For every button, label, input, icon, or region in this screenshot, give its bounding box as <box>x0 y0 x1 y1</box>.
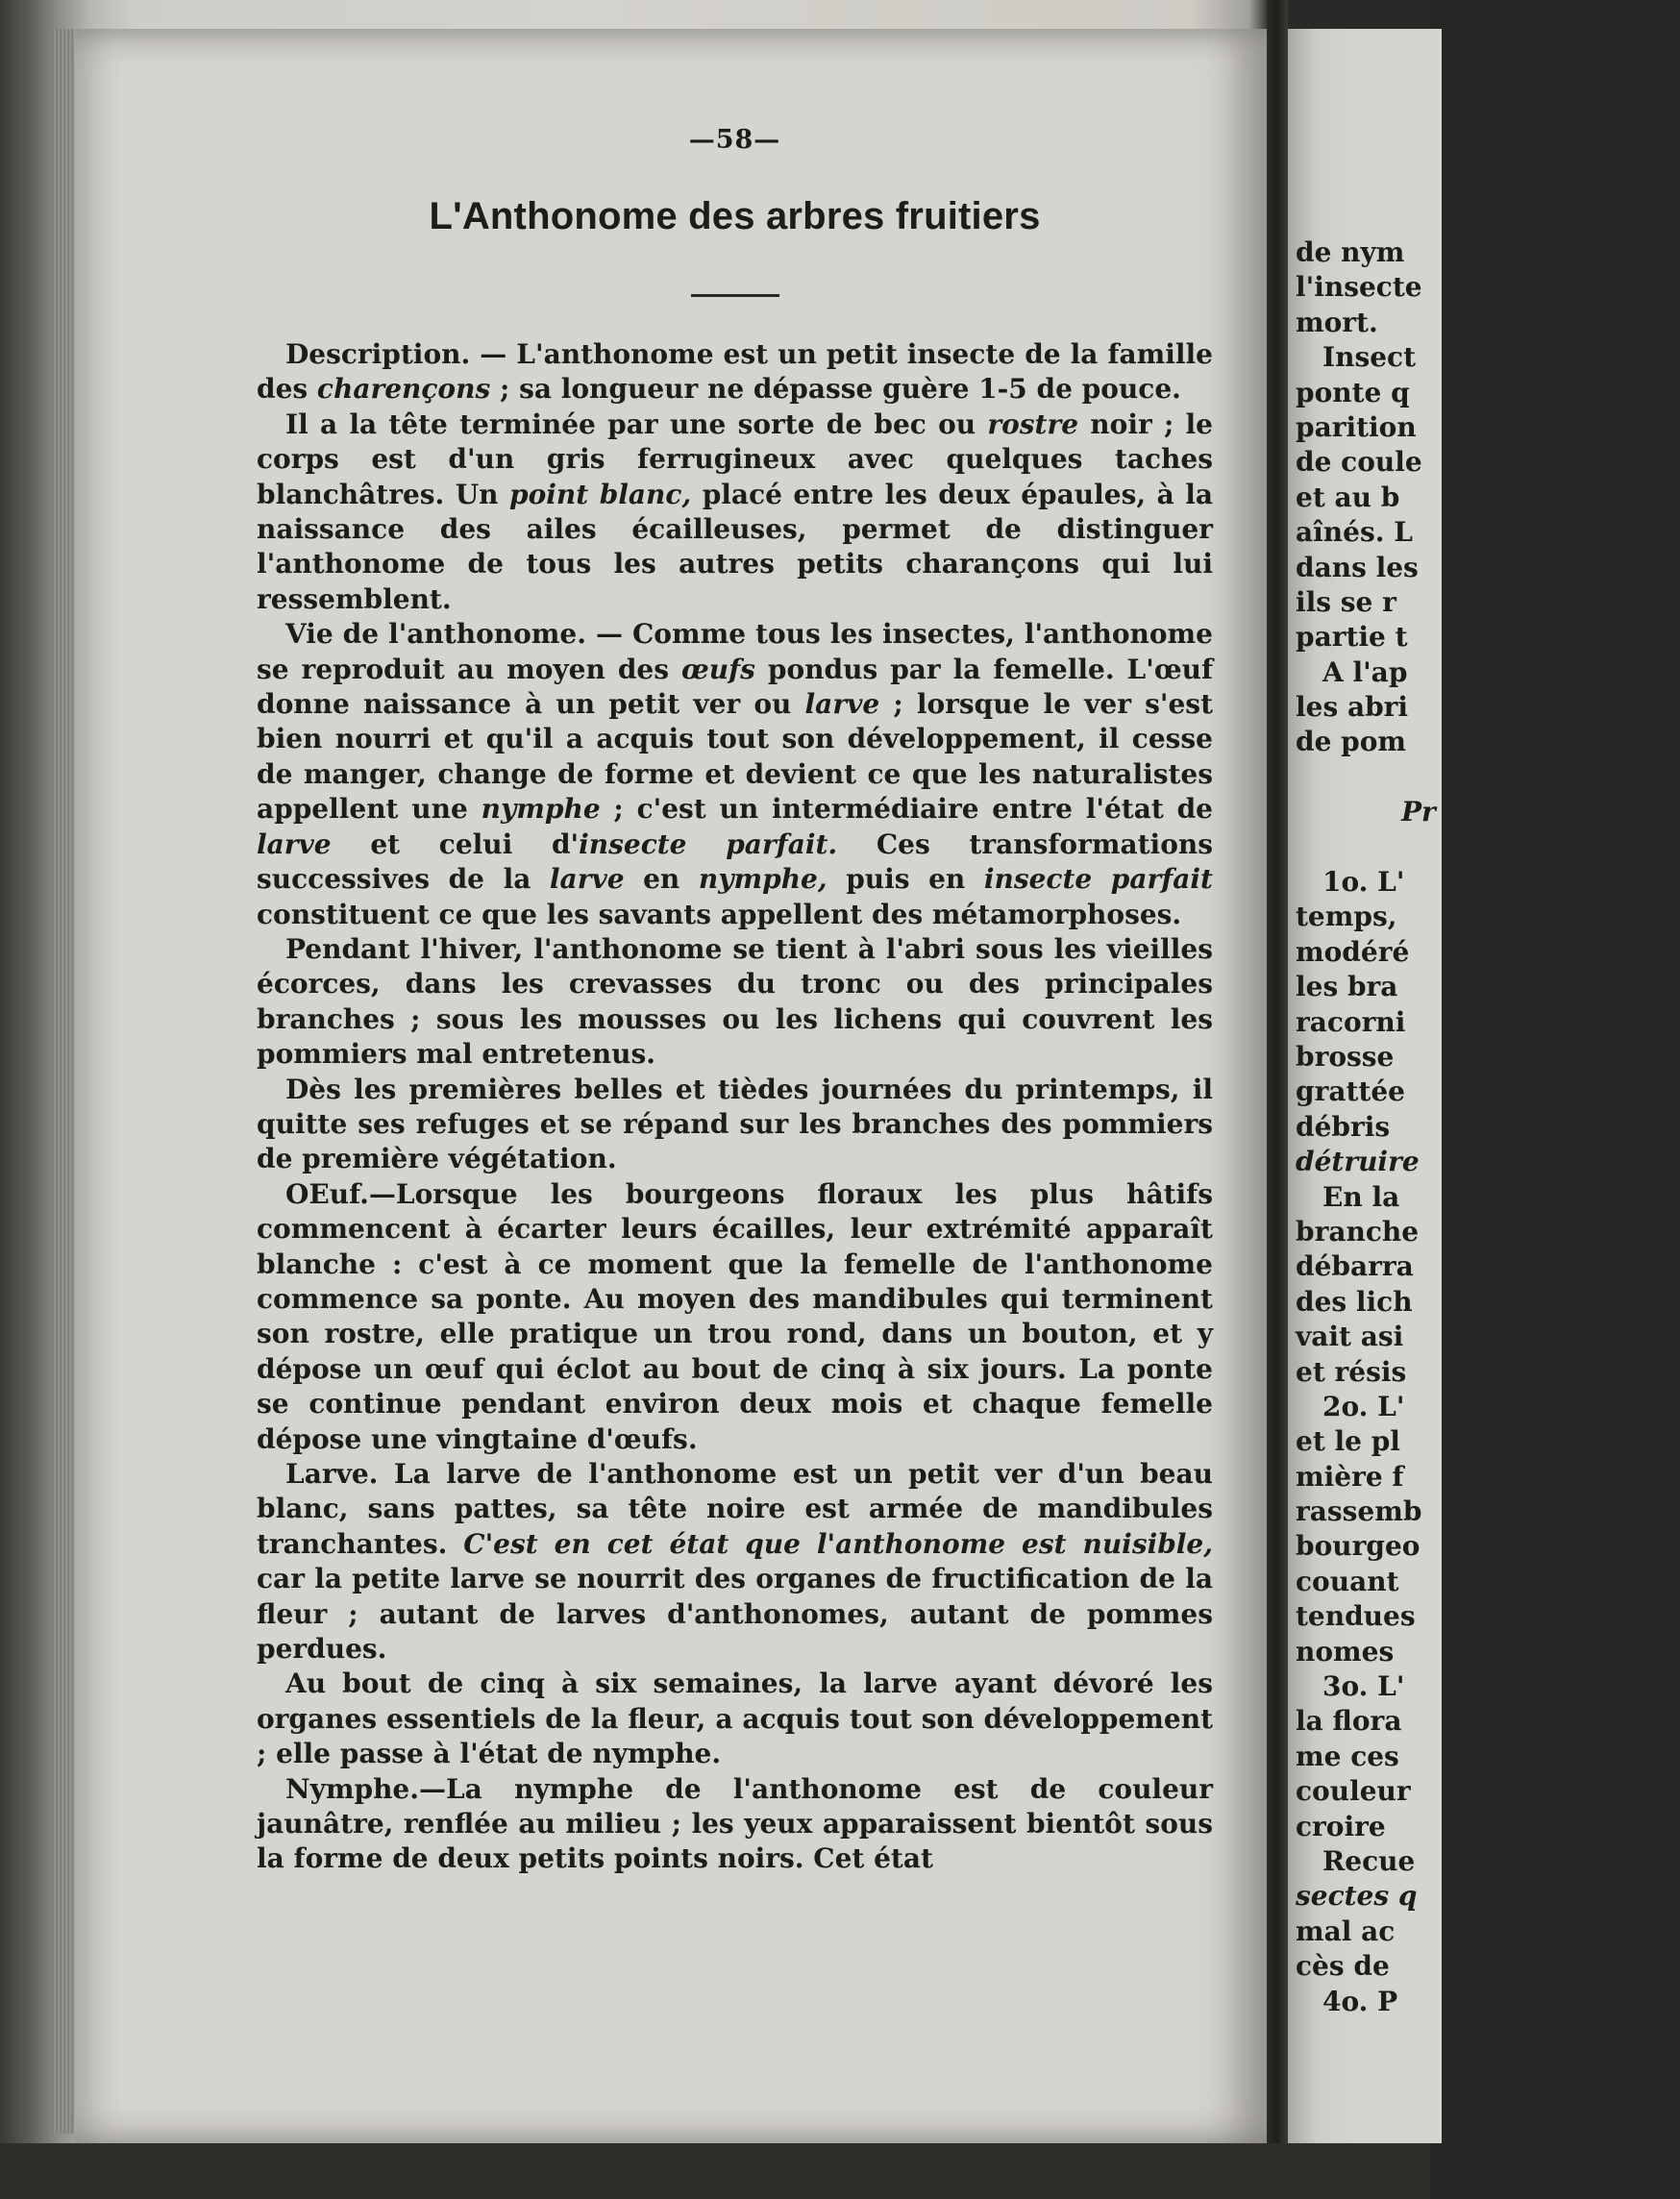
right-page-line: de nym <box>1296 236 1405 268</box>
right-page-line: Insect <box>1322 341 1417 374</box>
right-page-line: parition <box>1296 410 1417 443</box>
right-page-line: bourgeo <box>1296 1530 1421 1563</box>
right-page-line: mière f <box>1296 1460 1404 1493</box>
text-run: Pendant l'hiver, l'anthonome se tient à l'abri sous les vieilles écorces, dans les crevasses du tronc ou des principales branches ; sous les mousses ou les lichens qui couvrent les pommiers mal entretenus. <box>257 932 1213 1071</box>
italic-run: larve <box>549 863 625 896</box>
italic-run: insecte parfait <box>983 863 1213 896</box>
right-page-line: cès de <box>1296 1950 1390 1983</box>
text-run: Il a la tête terminée par une sorte de bec ou <box>285 408 988 440</box>
right-page-line: les bra <box>1296 971 1398 1003</box>
text-run: en <box>624 863 699 896</box>
italic-run: larve <box>804 688 880 721</box>
italic-run: point blanc, <box>509 478 692 510</box>
right-page-line: croire <box>1296 1810 1386 1842</box>
right-page-line: brosse <box>1296 1040 1395 1073</box>
right-page-line: les abri <box>1296 691 1409 724</box>
right-page-line: vait asi <box>1296 1321 1404 1353</box>
right-page-line: 2o. L' <box>1322 1390 1405 1422</box>
right-page-line: aînés. L <box>1296 516 1413 549</box>
paragraph <box>257 1667 1213 1771</box>
text-run: Description. — L'anthonome est un petit insecte de la famille des <box>257 338 1213 406</box>
text-run: Dès les premières belles et tièdes journées du printemps, il quitte ses refuges et se répand sur les branches des pommiers de première végétation. <box>257 1073 1213 1175</box>
right-page-line: racorni <box>1296 1005 1406 1038</box>
right-page-line: tendues <box>1296 1600 1416 1633</box>
page-number: —58— <box>688 125 781 155</box>
right-page-line <box>1296 830 1680 865</box>
paragraph <box>257 1772 1213 1877</box>
italic-run: nymphe <box>481 793 601 826</box>
text-run: constituent ce que les savants appellent des métamorphoses. <box>257 898 1182 930</box>
right-page-line: 3o. L' <box>1322 1670 1405 1703</box>
right-page-line: de pom <box>1296 726 1407 758</box>
text-run: pondus par la femelle. L'œuf donne naissance à un petit ver ou <box>257 653 1213 721</box>
right-page-line: rassemb <box>1296 1495 1422 1528</box>
body-text <box>257 337 1213 1877</box>
right-page-line: temps, <box>1296 901 1397 933</box>
text-run: Nymphe.—La nymphe de l'anthonome est de couleur jaunâtre, renflée au milieu ; les yeux apparaissent bientôt sous la forme de deux petits points noirs. Cet état <box>257 1772 1213 1875</box>
title-rule <box>691 294 779 297</box>
italic-run: larve <box>257 828 332 860</box>
right-page-line: couleur <box>1296 1775 1411 1808</box>
right-page-line: Recue <box>1322 1844 1416 1877</box>
page-edges <box>53 29 74 2134</box>
italic-run: C'est en cet état que l'anthonome est nuisible, <box>463 1527 1213 1560</box>
right-page-line: débris <box>1296 1110 1391 1143</box>
right-page-line: Pr <box>1401 796 1436 828</box>
right-page-line: couant <box>1296 1565 1399 1597</box>
text-run: ; lorsque le ver s'est bien nourri et qu'il a acquis tout son développement, il cesse de manger, change de forme et devient ce que les naturalistes appellent une <box>257 688 1214 826</box>
right-page-line: modéré <box>1296 935 1410 968</box>
book-gutter <box>1267 0 1288 2199</box>
right-page-line: A l'ap <box>1322 655 1408 688</box>
text-run: ; sa longueur ne dépasse guère 1-5 de pouce. <box>490 373 1181 406</box>
right-page-text <box>1296 235 1680 2019</box>
italic-run: œufs <box>680 653 755 685</box>
right-page-line: et au b <box>1296 481 1400 513</box>
right-page-line: grattée <box>1296 1075 1405 1108</box>
right-page-line: mal ac <box>1296 1915 1396 1947</box>
italic-run: insecte parfait. <box>579 828 838 860</box>
left-page-content <box>257 125 1213 1877</box>
right-page-line: branche <box>1296 1215 1420 1248</box>
text-run: Au bout de cinq à six semaines, la larve ayant dévoré les organes essentiels de la fleur, a acquis tout son développement ; elle passe à l'état de nymphe. <box>257 1668 1213 1770</box>
text-run: noir ; le corps est d'un gris ferrugineux avec quelques taches blanchâtres. Un <box>257 408 1213 510</box>
text-run: car la petite larve se nourrit des organes de fructification de la fleur ; autant de larves d'anthonomes, autant de pommes perdues. <box>257 1563 1213 1666</box>
right-page-line: me ces <box>1296 1740 1399 1772</box>
paragraph <box>257 408 1213 617</box>
right-page-line: ponte q <box>1296 376 1410 408</box>
right-page-line: nomes <box>1296 1635 1395 1668</box>
text-run: ; c'est un intermédiaire entre l'état de <box>600 793 1213 826</box>
right-page-line: détruire <box>1296 1146 1420 1178</box>
italic-run: rostre <box>987 408 1079 440</box>
text-run: Vie de l'anthonome. — Comme tous les insectes, l'anthonome se reproduit au moyen des <box>257 618 1213 685</box>
text-run: Larve. La larve de l'anthonome est un petit ver d'un beau blanc, sans pattes, sa tête noire est armée de mandibules tranchantes. <box>257 1458 1213 1560</box>
right-page-line: de coule <box>1296 446 1422 479</box>
right-page-line: 4o. P <box>1322 1985 1398 2017</box>
paragraph <box>257 1073 1213 1177</box>
text-run: OEuf.—Lorsque les bourgeons floraux les plus hâtifs commencent à écarter leurs écailles, leur extrémité apparaît blanche : c'est à ce moment que la femelle de l'anthonome commence sa ponte. Au moyen des mandibules qui terminent son rostre, elle pratique un trou rond, dans un bouton, et y dépose un œuf qui éclot au bout de cinq à six jours. La ponte se continue pendant environ deux mois et chaque femelle dépose une vingtaine d'œufs. <box>257 1177 1213 1455</box>
paragraph <box>257 337 1213 408</box>
paragraph <box>257 932 1213 1073</box>
italic-run: charençons <box>316 373 491 406</box>
right-page-line: débarra <box>1296 1250 1414 1283</box>
right-page-line: ils se r <box>1296 585 1396 618</box>
paragraph <box>257 1457 1213 1667</box>
right-page-line: mort. <box>1296 306 1378 338</box>
right-page-line: des lich <box>1296 1285 1413 1318</box>
right-page-line: dans les <box>1296 551 1419 583</box>
right-page-line: 1o. L' <box>1322 866 1405 899</box>
right-page-line <box>1296 760 1680 795</box>
italic-run: nymphe, <box>698 863 828 896</box>
right-page-line: la flora <box>1296 1705 1402 1738</box>
right-page-line: partie t <box>1296 621 1408 654</box>
page-title: L'Anthonome des arbres fruitiers <box>429 195 1041 237</box>
bottom-shadow <box>0 2143 1430 2199</box>
right-page <box>1288 29 1442 2143</box>
text-run: Ces transformations successives de la <box>257 828 1213 896</box>
right-page-line: sectes q <box>1296 1880 1418 1913</box>
paragraph <box>257 617 1213 932</box>
right-page-line: En la <box>1322 1180 1400 1213</box>
right-page-line: et résis <box>1296 1355 1407 1388</box>
text-run: placé entre les deux épaules, à la naissance des ailes écailleuses, permet de distinguer l'anthonome de tous les autres petits charançons qui lui ressemblent. <box>257 478 1213 615</box>
right-page-line: et le pl <box>1296 1425 1400 1458</box>
right-page-line: l'insecte <box>1296 271 1422 304</box>
paragraph <box>257 1177 1213 1457</box>
text-run: et celui d' <box>331 828 580 860</box>
text-run: puis en <box>827 863 984 896</box>
